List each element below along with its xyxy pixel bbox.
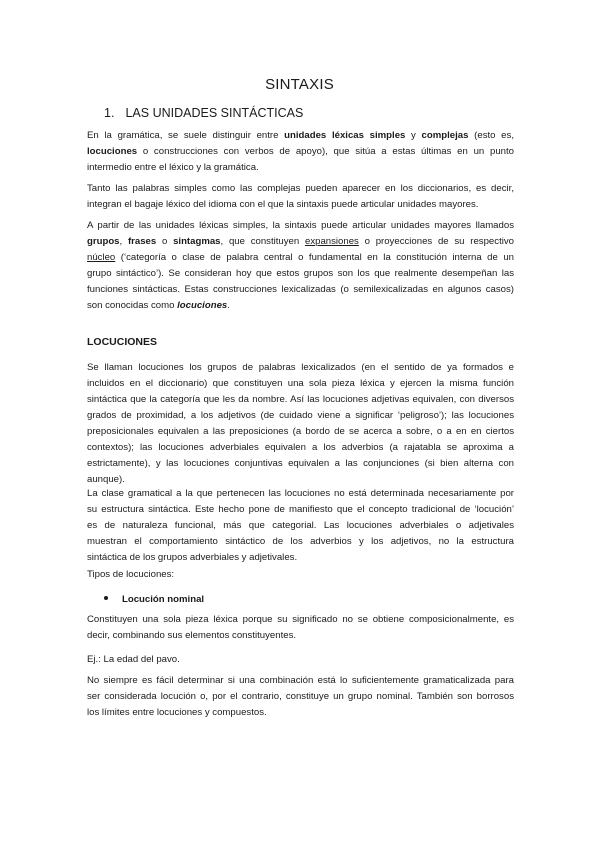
bullet-label: Locución nominal	[122, 594, 205, 605]
section-heading-text: LAS UNIDADES SINTÁCTICAS	[125, 106, 304, 120]
underlined-term: expansiones	[304, 236, 359, 247]
text-line: estrictamente), y las locuciones conjuntivas equivalen a las conjunciones (si bien alterna con	[87, 458, 514, 469]
text-line: su estructura sintáctica. Este hecho pone de manifiesto que el concepto tradicional de ‘locución’	[87, 504, 514, 515]
text-line: preposicionales equivalen a las preposiciones (a bordo de se acerca a sobre, o a en en ciertos	[87, 426, 514, 437]
text-run: , que constituyen	[220, 236, 305, 247]
bold-term: unidades léxicas simples	[284, 130, 406, 141]
text-line: La clase gramatical a la que pertenecen las locuciones no está determinada necesariamente por	[87, 488, 514, 499]
example-line: Ej.: La edad del pavo.	[87, 654, 180, 665]
paragraph-clase-gramatical	[87, 486, 514, 566]
underlined-term: núcleo	[87, 252, 116, 263]
text-run: (esto es,	[468, 130, 514, 141]
text-line: funciones sintácticas. Estas construcciones lexicalizadas (o semilexicalizadas en algunos casos)	[87, 284, 514, 295]
text-line: los límites entre locuciones y compuestos.	[87, 707, 267, 718]
text-line: sintáctica de los grupos adverbiales y adjetivales.	[87, 552, 298, 563]
text-run: o construcciones con verbos de apoyo), que sitúa a estas últimas en un punto	[137, 146, 514, 157]
paragraph-limites-locuciones	[87, 673, 514, 721]
bold-term: locuciones	[87, 146, 138, 157]
bold-term: frases	[127, 236, 157, 247]
document-title: SINTAXIS	[265, 76, 334, 93]
text-run: (‘categoría o clase de palabra central o fundamental en la constitución interna de un	[115, 252, 514, 263]
section-heading-locuciones: LOCUCIONES	[87, 336, 158, 348]
text-line	[87, 250, 514, 266]
text-line: ser considerada locución o, por el contrario, constituye un grupo nominal. También son borrosos	[87, 691, 514, 702]
text-run: ,	[119, 236, 128, 247]
bold-term: sintagmas	[173, 236, 221, 247]
text-run: o	[156, 236, 174, 247]
text-run: En la gramática, se suele distinguir entre	[87, 130, 285, 141]
tipos-label: Tipos de locuciones:	[87, 569, 175, 580]
text-line	[87, 234, 514, 250]
paragraph-palabras-simples	[87, 181, 514, 213]
bold-italic-term: locuciones	[177, 300, 228, 311]
text-run: .	[227, 300, 230, 311]
paragraph-grupos-sintacticos	[87, 218, 514, 314]
text-line: A partir de las unidades léxicas simples, la sintaxis puede articular unidades mayores llamados	[87, 220, 514, 231]
bold-term: complejas	[421, 130, 469, 141]
bold-term: grupos	[87, 236, 120, 247]
section-heading-unidades	[104, 106, 303, 120]
text-line: es de naturaleza funcional, más que categorial. Las locuciones adverbiales o adjetivales	[87, 520, 514, 531]
text-line: Constituyen una sola pieza léxica porque su significado no se obtiene composicionalmente, es	[87, 614, 514, 625]
text-line: integran el bagaje léxico del idioma con el que la sintaxis puede articular unidades mayores.	[87, 199, 479, 210]
text-line	[87, 144, 514, 160]
text-run: o proyecciones de su respectivo	[358, 236, 514, 247]
bullet-icon	[104, 596, 108, 600]
text-line: incluidos en el diccionario) que constituyen una sola pieza léxica y ejercen la misma función	[87, 378, 514, 389]
text-line: muestran el comportamiento sintáctico de los adverbios y los adjetivos, no la estructura	[87, 536, 514, 547]
paragraph-definicion-locuciones	[87, 360, 514, 488]
text-line: sintáctica que la categoría que les da nombre. Así las locuciones adjetivas equivalen, con diversos	[87, 394, 514, 405]
paragraph-unidades-lexicas	[87, 128, 514, 176]
text-line: intermedio entre el léxico y la gramática.	[87, 162, 259, 173]
text-line	[87, 298, 514, 314]
text-run: y	[405, 130, 422, 141]
text-run: son conocidas como	[87, 300, 178, 311]
section-number: 1.	[104, 106, 115, 120]
text-line: Se llaman locuciones los grupos de palabras lexicalizados (en el sentido de ya formados e	[87, 362, 514, 373]
text-line	[87, 128, 514, 144]
text-line: No siempre es fácil determinar si una combinación está lo suficientemente gramaticalizada para	[87, 675, 514, 686]
text-line: contextos); las locuciones adverbiales equivalen a los adverbios (a rajatabla se aproxima a	[87, 442, 514, 453]
text-line: Tanto las palabras simples como las complejas pueden aparecer en los diccionarios, es decir,	[87, 183, 514, 194]
text-line: decir, combinando sus elementos constituyentes.	[87, 630, 297, 641]
text-line: grupo sintáctico’). Se consideran hoy que estos grupos son los que realmente desempeñan las	[87, 268, 514, 279]
text-line: grados de proximidad, a los adjetivos (de cuidado viene a significar ‘peligroso’); las locuciones	[87, 410, 514, 421]
bullet-item-locucion-nominal	[104, 592, 204, 608]
text-line: aunque).	[87, 474, 125, 485]
paragraph-locucion-nominal	[87, 612, 514, 644]
